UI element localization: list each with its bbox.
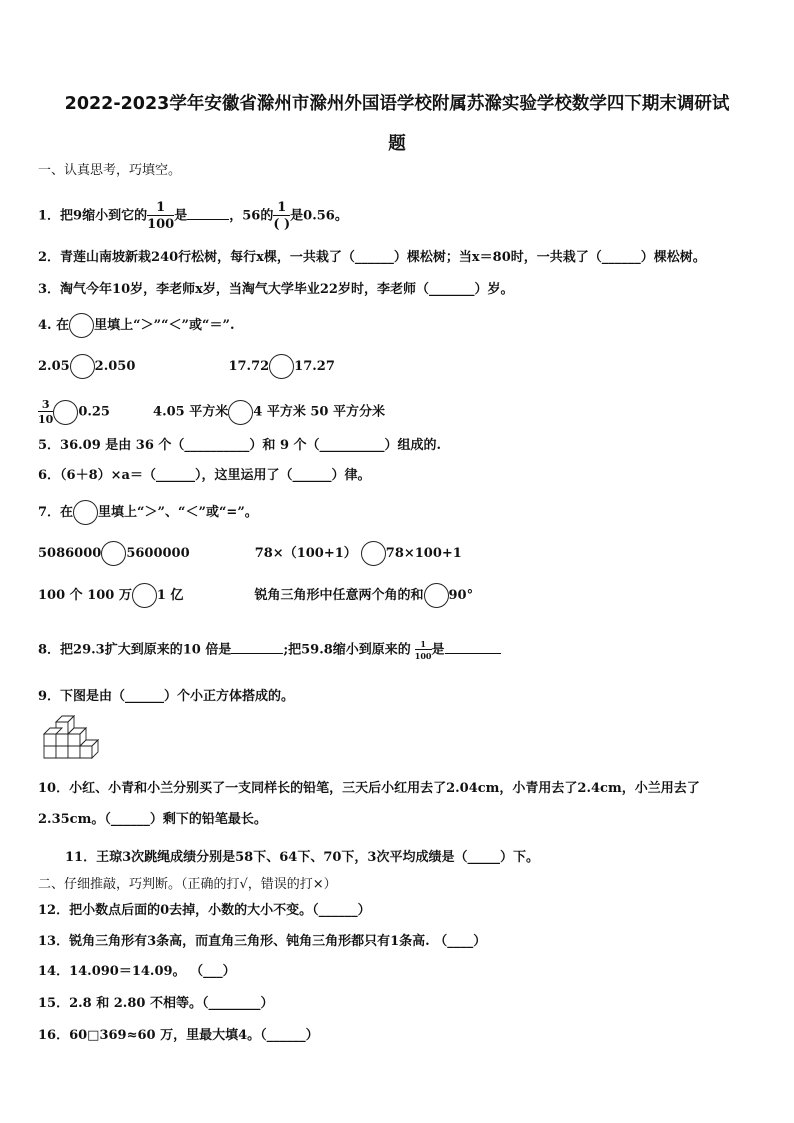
question-2: 2．青莲山南坡新栽240行松树，每行x棵，一共栽了（______）棵松树；当x＝80时，一共栽了（______）棵松树。 — [38, 250, 706, 265]
question-11: 11．王琼3次跳绳成绩分别是58下、64下、70下，3次平均成绩是（_____）下。 — [65, 850, 539, 865]
question-13: 13．锐角三角形有3条高，而直角三角形、钝角三角形都只有1条高. （____） — [38, 934, 487, 949]
answer-blank[interactable] — [231, 641, 283, 654]
question-8: 8．把29.3扩大到原来的10 倍是 ;把59.8缩小到原来的 $\frac{1}{100}$ 是 — [38, 640, 501, 660]
question-15: 15．2.8 和 2.80 不相等。（________） — [38, 996, 274, 1011]
fraction-3-10: $\frac{3}{10}$ — [38, 398, 54, 426]
compare-circle[interactable] — [69, 313, 94, 338]
cube-stack-figure — [38, 712, 110, 768]
question-3: 3．淘气今年10岁，李老师x岁，当淘气大学毕业22岁时，李老师（_______）岁。 — [38, 282, 514, 297]
question-9: 9．下图是由（______）个小正方体搭成的。 — [38, 689, 295, 704]
question-7-row-2: 100 个 100 万 1 亿 锐角三角形中任意两个角的和 90° — [38, 587, 473, 605]
question-4: 4. 在 里填上“＞”“＜”或“＝”. — [38, 317, 235, 335]
question-5: 5．36.09 是由 36 个（__________）和 9 个（__________）组成的. — [38, 438, 442, 453]
question-14: 14．14.090＝14.09。 （___） — [38, 964, 236, 979]
answer-blank[interactable] — [445, 641, 501, 654]
question-16: 16．60□369≈60 万，里最大填4。（______） — [38, 1028, 319, 1043]
question-6: 6．（6＋8）×a＝（______），这里运用了（______）律。 — [38, 468, 371, 483]
compare-circle[interactable] — [228, 400, 253, 425]
doc-title-line1: 2022-2023学年安徽省滁州市滁州外国语学校附属苏滁实验学校数学四下期末调研试 — [64, 94, 730, 114]
question-10-line-2: 2.35cm。（______）剩下的铅笔最长。 — [38, 812, 267, 827]
answer-blank[interactable] — [187, 207, 229, 220]
section-2-heading: 二、仔细推敲，巧判断。（正确的打√，错误的打×） — [38, 877, 337, 892]
question-4-row-1: 2.05 2.050 17.72 17.27 — [38, 358, 335, 376]
compare-circle[interactable] — [361, 541, 386, 566]
compare-circle[interactable] — [269, 354, 294, 379]
question-4-row-2: $\frac{3}{10}$ 0.25 4.05 平方米 4 平方米 50 平方分米 — [38, 398, 385, 426]
question-7: 7．在 里填上“＞”、“＜”或“=”。 — [38, 504, 258, 522]
question-10-line-1: 10．小红、小青和小兰分别买了一支同样长的铅笔，三天后小红用去了2.04cm，小青用去了2.4cm，小兰用去了 — [38, 781, 700, 796]
compare-circle[interactable] — [73, 500, 98, 525]
fraction-1-blank: $\frac{1}{( )}$ — [273, 200, 291, 232]
fraction-1-100: $\frac{1}{100}$ — [147, 200, 175, 232]
doc-title-line2: 题 — [388, 134, 406, 154]
compare-circle[interactable] — [70, 354, 95, 379]
compare-circle[interactable] — [132, 583, 157, 608]
compare-circle[interactable] — [53, 400, 78, 425]
compare-circle[interactable] — [101, 541, 126, 566]
question-1: 1．把9缩小到它的 $\frac{1}{100}$ 是 ，56的 $\frac{1}{( )}$ 是0.56。 — [38, 200, 348, 232]
fraction-1-100-small: $\frac{1}{100}$ — [414, 639, 432, 661]
question-12: 12．把小数点后面的0去掉，小数的大小不变。（______） — [38, 903, 371, 918]
question-7-row-1: 5086000 5600000 78×（100+1） 78×100+1 — [38, 545, 462, 563]
compare-circle[interactable] — [424, 583, 449, 608]
section-1-heading: 一、认真思考，巧填空。 — [38, 163, 182, 178]
